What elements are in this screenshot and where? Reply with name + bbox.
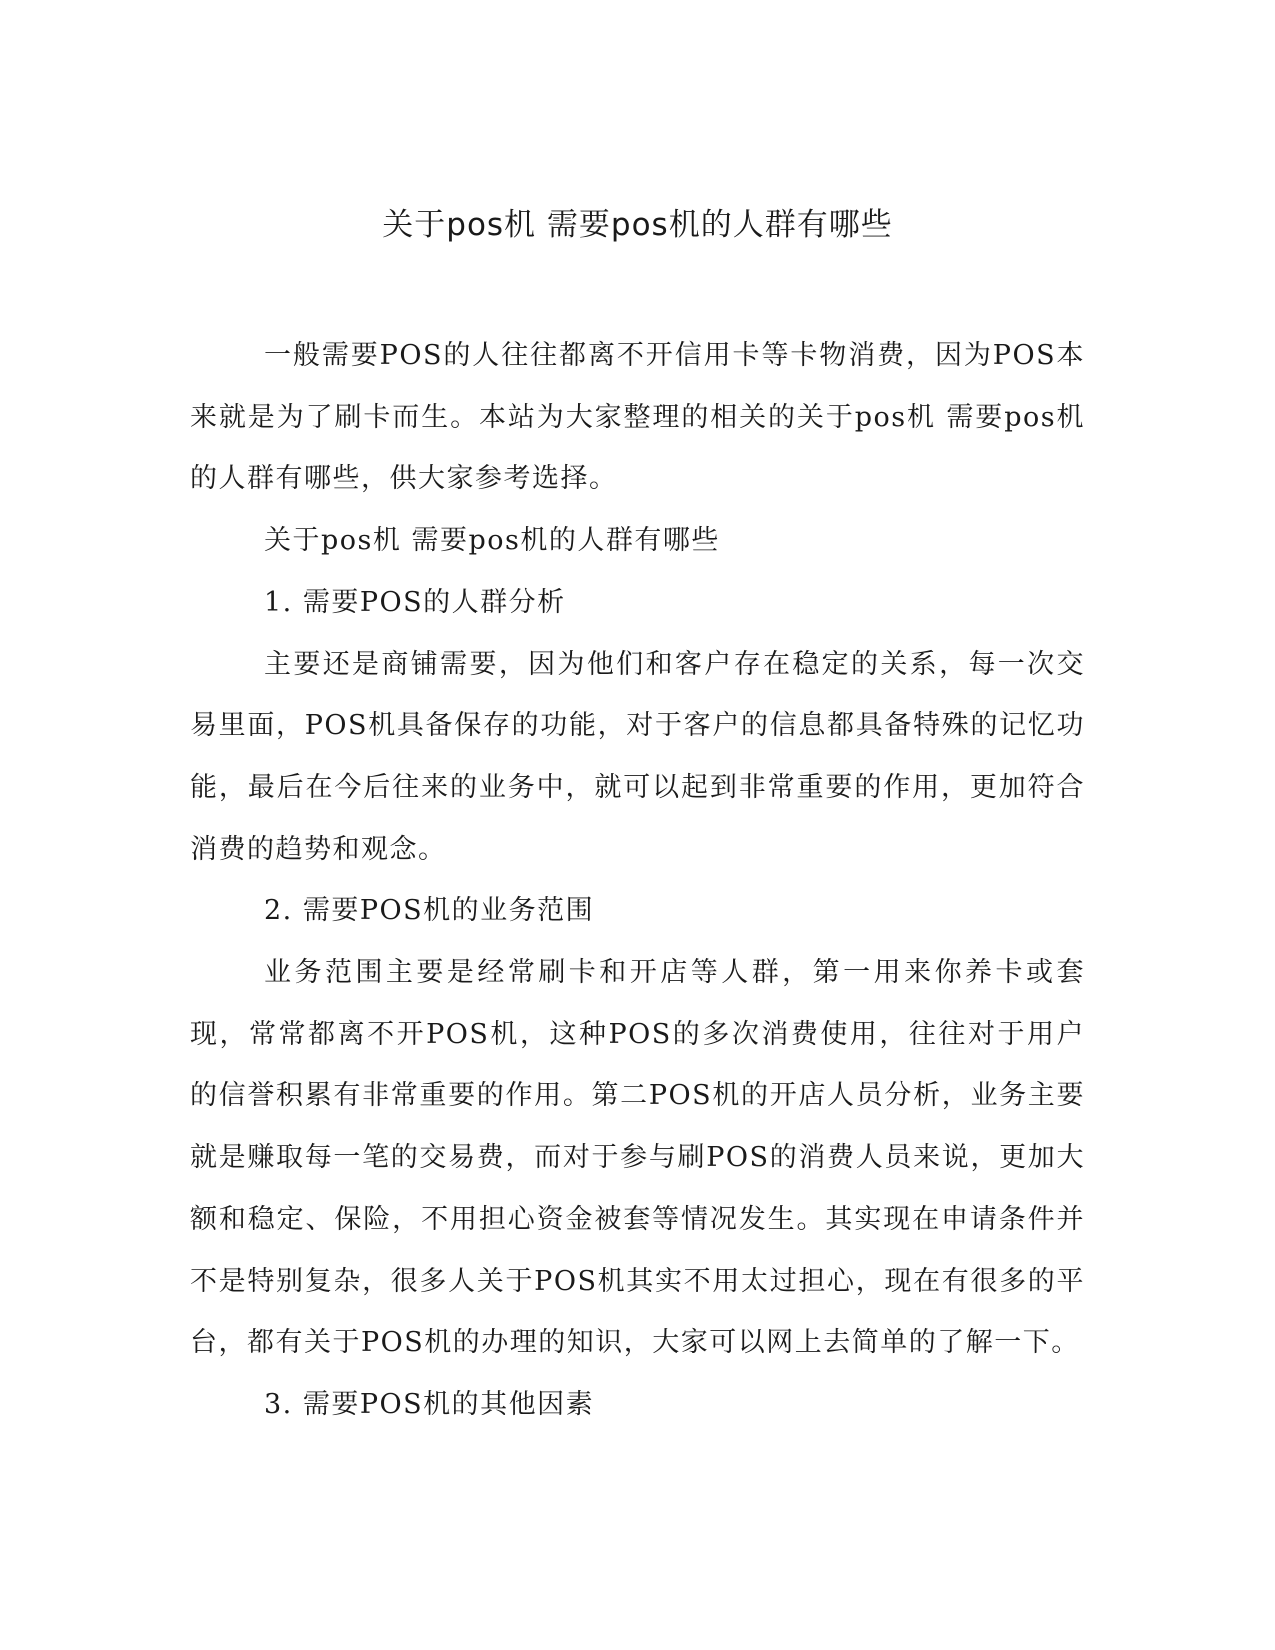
- paragraph-intro: 一般需要POS的人往往都离不开信用卡等卡物消费，因为POS本来就是为了刷卡而生。本站为大家整理的相关的关于pos机 需要pos机的人群有哪些，供大家参考选择。: [190, 340, 1085, 495]
- paragraph-section-2: 业务范围主要是经常刷卡和开店等人群，第一用来你养卡或套现，常常都离不开POS机，这种POS的多次消费使用，往往对于用户的信誉积累有非常重要的作用。第二POS机的开店人员分析，业务主要就是赚取每一笔的交易费，而对于参与刷POS的消费人员来说，更加大额和稳定、保险，不用担心资金被套等情况发生。其实现在申请条件并不是特别复杂，很多人关于POS机其实不用太过担心，现在有很多的平台，都有关于POS机的办理的知识，大家可以网上去简单的了解一下。: [190, 957, 1085, 1359]
- document-body: [190, 325, 1085, 1436]
- paragraph-section-1: 主要还是商铺需要，因为他们和客户存在稳定的关系，每一次交易里面，POS机具备保存的功能，对于客户的信息都具备特殊的记忆功能，最后在今后往来的业务中，就可以起到非常重要的作用，更加符合消费的趋势和观念。: [190, 648, 1085, 865]
- subheading-main: 关于pos机 需要pos机的人群有哪些: [264, 525, 720, 557]
- section-heading-3: 3. 需要POS机的其他因素: [264, 1388, 595, 1420]
- section-heading-2: 2. 需要POS机的业务范围: [264, 895, 595, 927]
- document-title: 关于pos机 需要pos机的人群有哪些: [382, 207, 893, 243]
- section-heading-1: 1. 需要POS的人群分析: [264, 586, 566, 618]
